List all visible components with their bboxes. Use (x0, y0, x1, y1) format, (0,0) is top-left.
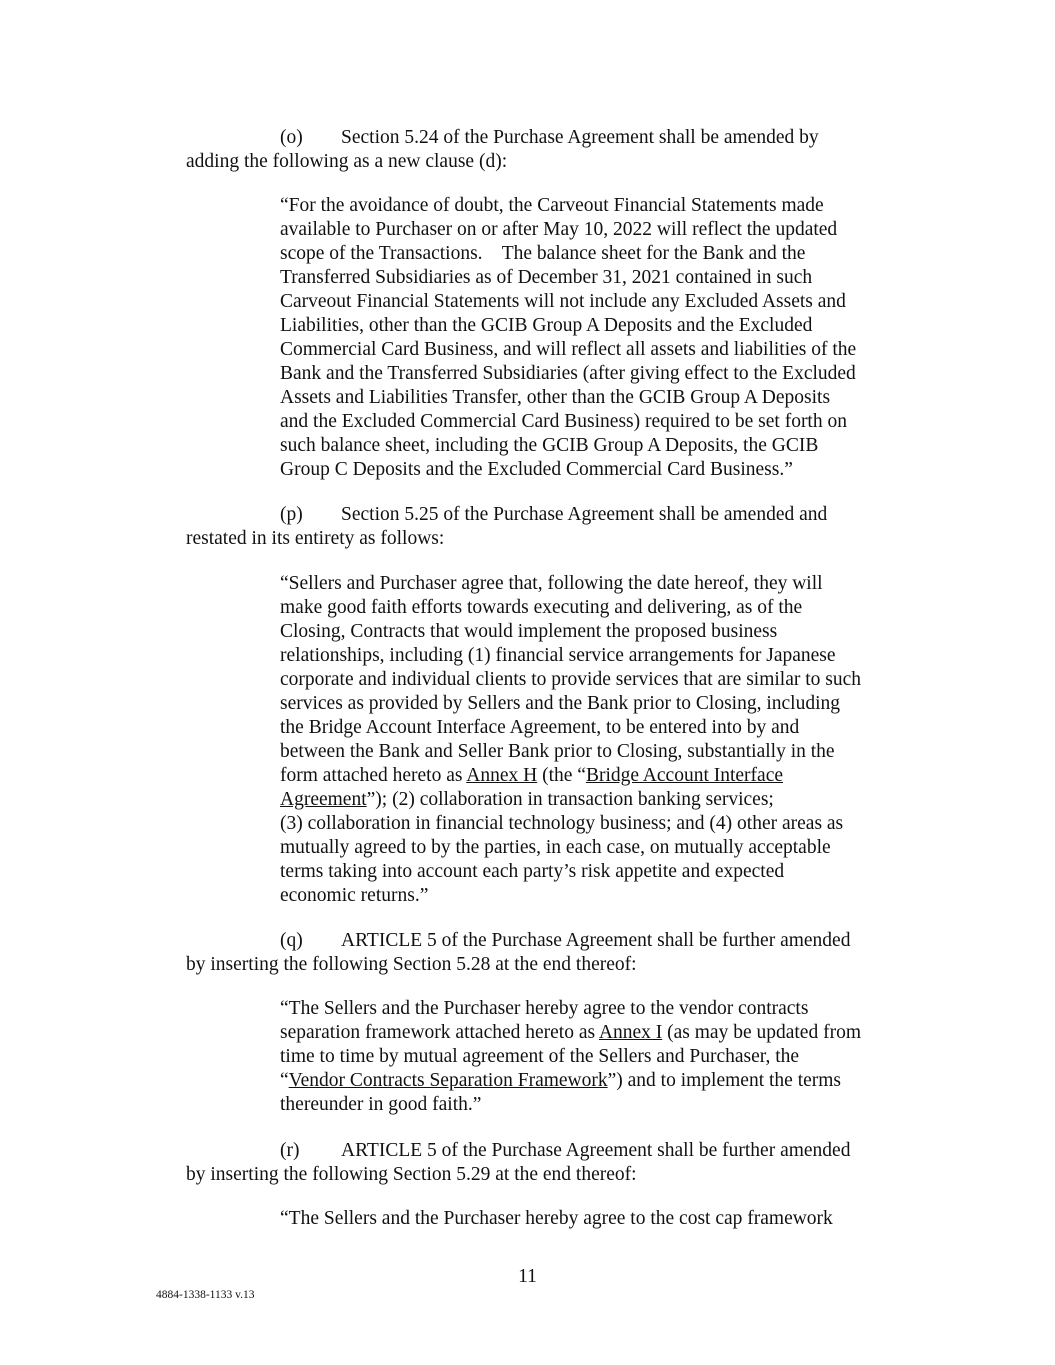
clause-label: (o) (280, 127, 303, 148)
quote-line (280, 1021, 861, 1045)
quote-text: ”) and to implement the terms (607, 1070, 842, 1091)
quote-line: “For the avoidance of doubt, the Carveout Financial Statements made (280, 195, 824, 216)
clause-label: (q) (280, 930, 303, 951)
clause-text: ARTICLE 5 of the Purchase Agreement shall be further amended (341, 1140, 851, 1161)
quote-text: (the “ (537, 765, 586, 786)
clause-q-continuation: by inserting the following Section 5.28 at the end thereof: (186, 954, 637, 975)
clause-text: Section 5.24 of the Purchase Agreement shall be amended by (341, 127, 819, 148)
quote-text: form attached hereto as (280, 765, 467, 786)
quote-text: (as may be updated from (662, 1022, 861, 1043)
clause-o-continuation: adding the following as a new clause (d): (186, 151, 508, 172)
clause-r-heading (280, 1139, 850, 1163)
clause-text: ARTICLE 5 of the Purchase Agreement shall be further amended (341, 930, 851, 951)
quote-line: relationships, including (1) financial service arrangements for Japanese (280, 645, 836, 666)
quote-line: Assets and Liabilities Transfer, other than the GCIB Group A Deposits (280, 387, 831, 408)
quote-text: separation framework attached hereto as (280, 1022, 599, 1043)
quote-line (280, 764, 783, 788)
quote-line: services as provided by Sellers and the Bank prior to Closing, including (280, 693, 840, 714)
defined-term: Vendor Contracts Separation Framework (288, 1070, 608, 1091)
clause-r-continuation: by inserting the following Section 5.29 at the end thereof: (186, 1164, 637, 1185)
clause-text: Section 5.25 of the Purchase Agreement shall be amended and (341, 504, 828, 525)
document-id: 4884-1338-1133 v.13 (156, 1289, 255, 1301)
quote-line: terms taking into account each party’s risk appetite and expected (280, 861, 785, 882)
clause-q-heading (280, 929, 850, 953)
quote-line (280, 788, 774, 812)
quote-line: make good faith efforts towards executing and delivering, as of the (280, 597, 803, 618)
quote-line: economic returns.” (280, 885, 429, 906)
annex-i-reference: Annex I (598, 1022, 663, 1043)
quote-line: Group C Deposits and the Excluded Commercial Card Business.” (280, 459, 793, 480)
quote-line: scope of the Transactions. The balance sheet for the Bank and the (280, 243, 806, 264)
quote-text: ”); (2) collaboration in transaction banking services; (366, 789, 774, 810)
quote-line: available to Purchaser on or after May 10, 2022 will reflect the updated (280, 219, 838, 240)
defined-term: Agreement (280, 789, 367, 810)
quote-line: Liabilities, other than the GCIB Group A Deposits and the Excluded (280, 315, 813, 336)
quote-line: “Sellers and Purchaser agree that, following the date hereof, they will (280, 573, 823, 594)
clause-p-heading (280, 503, 827, 527)
quote-line: corporate and individual clients to provide services that are similar to such (280, 669, 862, 690)
quote-line: Commercial Card Business, and will reflect all assets and liabilities of the (280, 339, 857, 360)
quote-line: such balance sheet, including the GCIB Group A Deposits, the GCIB (280, 435, 819, 456)
quote-line: mutually agreed to by the parties, in each case, on mutually acceptable (280, 837, 831, 858)
annex-h-reference: Annex H (466, 765, 538, 786)
quote-line: and the Excluded Commercial Card Business) required to be set forth on (280, 411, 847, 432)
quote-line: Bank and the Transferred Subsidiaries (after giving effect to the Excluded (280, 363, 856, 384)
quote-line: Carveout Financial Statements will not include any Excluded Assets and (280, 291, 846, 312)
quote-line (280, 1069, 841, 1093)
quote-line: (3) collaboration in financial technology business; and (4) other areas as (280, 813, 844, 834)
clause-label: (p) (280, 504, 303, 525)
quote-line: the Bridge Account Interface Agreement, to be entered into by and (280, 717, 800, 738)
quote-line: Closing, Contracts that would implement the proposed business (280, 621, 778, 642)
quote-line: Transferred Subsidiaries as of December 31, 2021 contained in such (280, 267, 813, 288)
quote-line: “The Sellers and the Purchaser hereby agree to the cost cap framework (280, 1208, 833, 1229)
clause-o-heading (280, 126, 819, 150)
clause-p-continuation: restated in its entirety as follows: (186, 528, 445, 549)
quote-line: thereunder in good faith.” (280, 1094, 482, 1115)
clause-label: (r) (280, 1140, 300, 1161)
quote-text: “ (280, 1070, 289, 1091)
page-number: 11 (518, 1266, 537, 1287)
quote-line: time to time by mutual agreement of the Sellers and Purchaser, the (280, 1046, 800, 1067)
defined-term: Bridge Account Interface (585, 765, 784, 786)
quote-line: “The Sellers and the Purchaser hereby agree to the vendor contracts (280, 998, 809, 1019)
quote-line: between the Bank and Seller Bank prior to Closing, substantially in the (280, 741, 835, 762)
